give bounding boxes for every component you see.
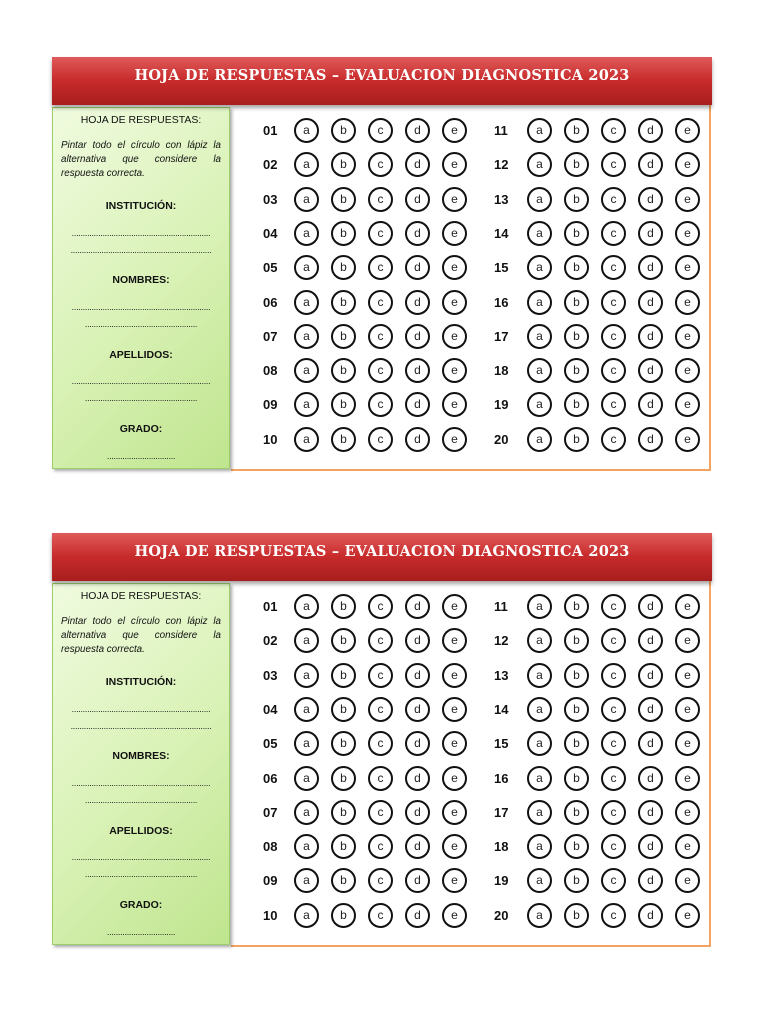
answer-bubble-a[interactable]: a bbox=[294, 697, 319, 722]
answer-bubble-e[interactable]: e bbox=[675, 255, 700, 280]
surnames-line-2[interactable]: ................................................... bbox=[84, 393, 198, 403]
answer-bubble-e[interactable]: e bbox=[675, 834, 700, 859]
answer-bubble-c[interactable]: c bbox=[368, 221, 393, 246]
answer-bubble-a[interactable]: a bbox=[527, 392, 552, 417]
answer-bubble-b[interactable]: b bbox=[331, 697, 356, 722]
answer-bubble-e[interactable]: e bbox=[442, 800, 467, 825]
answer-bubble-d[interactable]: d bbox=[405, 324, 430, 349]
answer-bubble-d[interactable]: d bbox=[405, 868, 430, 893]
answer-bubble-a[interactable]: a bbox=[294, 766, 319, 791]
answer-bubble-e[interactable]: e bbox=[442, 290, 467, 315]
answer-bubble-a[interactable]: a bbox=[527, 834, 552, 859]
answer-bubble-d[interactable]: d bbox=[638, 731, 663, 756]
answer-bubble-a[interactable]: a bbox=[527, 255, 552, 280]
question-number: 12 bbox=[494, 157, 509, 173]
answer-bubble-a[interactable]: a bbox=[527, 427, 552, 452]
question-number: 02 bbox=[263, 633, 278, 649]
grade-line[interactable]: ............................... bbox=[106, 927, 176, 937]
answer-bubble-a[interactable]: a bbox=[527, 903, 552, 928]
answer-bubble-b[interactable]: b bbox=[564, 628, 589, 653]
question-number: 09 bbox=[263, 873, 278, 889]
answer-bubble-a[interactable]: a bbox=[294, 663, 319, 688]
answer-bubble-e[interactable]: e bbox=[442, 358, 467, 383]
answer-bubble-e[interactable]: e bbox=[442, 834, 467, 859]
answer-bubble-c[interactable]: c bbox=[601, 697, 626, 722]
answer-bubble-d[interactable]: d bbox=[638, 427, 663, 452]
answer-bubble-c[interactable]: c bbox=[601, 152, 626, 177]
sheet-title: HOJA DE RESPUESTAS – EVALUACION DIAGNOSTICA 2023 bbox=[52, 57, 712, 105]
answer-bubble-c[interactable]: c bbox=[368, 628, 393, 653]
question-number: 15 bbox=[494, 736, 509, 752]
answer-bubble-e[interactable]: e bbox=[675, 731, 700, 756]
answer-bubble-e[interactable]: e bbox=[442, 324, 467, 349]
names-line-2[interactable]: ................................................... bbox=[84, 795, 198, 805]
answer-bubble-b[interactable]: b bbox=[564, 731, 589, 756]
answer-bubble-e[interactable]: e bbox=[675, 663, 700, 688]
answer-bubble-b[interactable]: b bbox=[331, 187, 356, 212]
panel-heading: HOJA DE RESPUESTAS: bbox=[80, 590, 202, 602]
answer-bubble-d[interactable]: d bbox=[638, 800, 663, 825]
answer-bubble-b[interactable]: b bbox=[564, 358, 589, 383]
answer-bubble-d[interactable]: d bbox=[405, 427, 430, 452]
answer-bubble-d[interactable]: d bbox=[638, 594, 663, 619]
instructions: Pintar todo el círculo con lápiz la alternativa que considere la respuesta correcta. bbox=[61, 616, 221, 655]
surnames-line-1[interactable]: ............................................................... bbox=[71, 852, 211, 862]
answer-bubble-b[interactable]: b bbox=[564, 187, 589, 212]
answer-bubble-e[interactable]: e bbox=[442, 152, 467, 177]
answer-bubble-e[interactable]: e bbox=[675, 324, 700, 349]
answer-bubble-d[interactable]: d bbox=[638, 392, 663, 417]
question-number: 14 bbox=[494, 701, 509, 717]
question-number: 07 bbox=[263, 328, 278, 344]
answer-bubble-d[interactable]: d bbox=[405, 187, 430, 212]
question-number: 20 bbox=[494, 907, 509, 923]
answer-bubble-e[interactable]: e bbox=[675, 903, 700, 928]
grade-label: GRADO: bbox=[119, 899, 163, 911]
answer-bubble-a[interactable]: a bbox=[527, 324, 552, 349]
answer-bubble-c[interactable]: c bbox=[601, 324, 626, 349]
answer-bubble-a[interactable]: a bbox=[527, 868, 552, 893]
answer-bubble-e[interactable]: e bbox=[675, 118, 700, 143]
answer-bubble-d[interactable]: d bbox=[638, 663, 663, 688]
answer-bubble-b[interactable]: b bbox=[331, 628, 356, 653]
answer-bubble-e[interactable]: e bbox=[442, 118, 467, 143]
answer-bubble-b[interactable]: b bbox=[331, 427, 356, 452]
answer-bubble-a[interactable]: a bbox=[527, 290, 552, 315]
answer-bubble-a[interactable]: a bbox=[527, 187, 552, 212]
question-number: 04 bbox=[263, 701, 278, 717]
answer-bubble-a[interactable]: a bbox=[294, 255, 319, 280]
answer-bubble-c[interactable]: c bbox=[368, 834, 393, 859]
answer-bubble-b[interactable]: b bbox=[331, 118, 356, 143]
answer-grid bbox=[231, 105, 711, 471]
question-number: 08 bbox=[263, 363, 278, 379]
question-number: 02 bbox=[263, 157, 278, 173]
institution-line-1[interactable]: ............................................................... bbox=[71, 704, 211, 714]
answer-bubble-c[interactable]: c bbox=[368, 594, 393, 619]
answer-bubble-e[interactable]: e bbox=[442, 392, 467, 417]
answer-bubble-e[interactable]: e bbox=[442, 663, 467, 688]
answer-bubble-e[interactable]: e bbox=[675, 152, 700, 177]
answer-bubble-c[interactable]: c bbox=[368, 903, 393, 928]
answer-bubble-b[interactable]: b bbox=[564, 800, 589, 825]
answer-bubble-a[interactable]: a bbox=[294, 427, 319, 452]
answer-bubble-d[interactable]: d bbox=[638, 868, 663, 893]
answer-bubble-b[interactable]: b bbox=[564, 868, 589, 893]
answer-bubble-b[interactable]: b bbox=[331, 221, 356, 246]
answer-bubble-a[interactable]: a bbox=[294, 628, 319, 653]
question-number: 14 bbox=[494, 225, 509, 241]
surnames-label: APELLIDOS: bbox=[109, 825, 173, 837]
answer-bubble-c[interactable]: c bbox=[601, 903, 626, 928]
names-label: NOMBRES: bbox=[112, 750, 170, 762]
answer-bubble-c[interactable]: c bbox=[368, 766, 393, 791]
answer-bubble-d[interactable]: d bbox=[405, 118, 430, 143]
answer-bubble-e[interactable]: e bbox=[675, 187, 700, 212]
answer-bubble-e[interactable]: e bbox=[675, 766, 700, 791]
question-number: 04 bbox=[263, 225, 278, 241]
answer-bubble-e[interactable]: e bbox=[675, 697, 700, 722]
answer-bubble-d[interactable]: d bbox=[638, 118, 663, 143]
answer-bubble-b[interactable]: b bbox=[331, 868, 356, 893]
student-info-panel bbox=[52, 107, 230, 469]
answer-bubble-d[interactable]: d bbox=[405, 766, 430, 791]
answer-bubble-b[interactable]: b bbox=[564, 663, 589, 688]
answer-bubble-d[interactable]: d bbox=[405, 290, 430, 315]
answer-bubble-a[interactable]: a bbox=[527, 731, 552, 756]
answer-bubble-b[interactable]: b bbox=[331, 290, 356, 315]
answer-bubble-d[interactable]: d bbox=[638, 290, 663, 315]
answer-bubble-d[interactable]: d bbox=[638, 358, 663, 383]
answer-bubble-a[interactable]: a bbox=[294, 731, 319, 756]
question-number: 17 bbox=[494, 328, 509, 344]
answer-bubble-c[interactable]: c bbox=[601, 187, 626, 212]
answer-bubble-c[interactable]: c bbox=[601, 628, 626, 653]
answer-bubble-a[interactable]: a bbox=[294, 187, 319, 212]
answer-bubble-b[interactable]: b bbox=[564, 903, 589, 928]
answer-bubble-c[interactable]: c bbox=[368, 868, 393, 893]
panel-heading: HOJA DE RESPUESTAS: bbox=[80, 114, 202, 126]
question-number: 01 bbox=[263, 123, 278, 138]
answer-bubble-b[interactable]: b bbox=[564, 594, 589, 619]
names-line-2[interactable]: ................................................... bbox=[84, 319, 198, 329]
question-number: 11 bbox=[494, 599, 508, 614]
answer-bubble-a[interactable]: a bbox=[527, 766, 552, 791]
answer-bubble-c[interactable]: c bbox=[368, 255, 393, 280]
answer-bubble-e[interactable]: e bbox=[675, 221, 700, 246]
answer-bubble-a[interactable]: a bbox=[294, 118, 319, 143]
answer-bubble-b[interactable]: b bbox=[564, 427, 589, 452]
names-line-1[interactable]: ............................................................... bbox=[71, 302, 211, 312]
question-number: 12 bbox=[494, 633, 509, 649]
answer-bubble-c[interactable]: c bbox=[601, 868, 626, 893]
answer-bubble-c[interactable]: c bbox=[368, 290, 393, 315]
question-number: 06 bbox=[263, 770, 278, 786]
answer-bubble-a[interactable]: a bbox=[294, 221, 319, 246]
answer-bubble-d[interactable]: d bbox=[405, 255, 430, 280]
institution-label: INSTITUCIÓN: bbox=[105, 200, 177, 212]
answer-sheet bbox=[52, 57, 712, 474]
answer-bubble-e[interactable]: e bbox=[442, 628, 467, 653]
answer-bubble-a[interactable]: a bbox=[294, 290, 319, 315]
answer-bubble-c[interactable]: c bbox=[601, 834, 626, 859]
question-number: 08 bbox=[263, 839, 278, 855]
answer-bubble-d[interactable]: d bbox=[638, 187, 663, 212]
question-number: 13 bbox=[494, 667, 509, 683]
answer-bubble-e[interactable]: e bbox=[442, 697, 467, 722]
answer-bubble-c[interactable]: c bbox=[601, 221, 626, 246]
answer-bubble-d[interactable]: d bbox=[405, 903, 430, 928]
answer-bubble-b[interactable]: b bbox=[564, 255, 589, 280]
answer-bubble-e[interactable]: e bbox=[675, 628, 700, 653]
question-number: 16 bbox=[494, 294, 509, 310]
question-number: 10 bbox=[263, 431, 278, 447]
answer-bubble-e[interactable]: e bbox=[442, 731, 467, 756]
question-number: 03 bbox=[263, 667, 278, 683]
answer-bubble-d[interactable]: d bbox=[405, 834, 430, 859]
answer-bubble-b[interactable]: b bbox=[331, 834, 356, 859]
answer-bubble-b[interactable]: b bbox=[564, 392, 589, 417]
question-number: 06 bbox=[263, 294, 278, 310]
answer-bubble-a[interactable]: a bbox=[527, 221, 552, 246]
answer-bubble-b[interactable]: b bbox=[331, 731, 356, 756]
answer-bubble-b[interactable]: b bbox=[331, 663, 356, 688]
answer-sheet bbox=[52, 533, 712, 950]
answer-bubble-b[interactable]: b bbox=[564, 324, 589, 349]
answer-bubble-e[interactable]: e bbox=[442, 903, 467, 928]
answer-bubble-d[interactable]: d bbox=[405, 392, 430, 417]
answer-bubble-e[interactable]: e bbox=[442, 187, 467, 212]
answer-bubble-a[interactable]: a bbox=[527, 800, 552, 825]
answer-bubble-a[interactable]: a bbox=[294, 594, 319, 619]
answer-bubble-e[interactable]: e bbox=[675, 290, 700, 315]
answer-bubble-c[interactable]: c bbox=[368, 697, 393, 722]
answer-bubble-c[interactable]: c bbox=[601, 594, 626, 619]
answer-bubble-d[interactable]: d bbox=[638, 834, 663, 859]
institution-label: INSTITUCIÓN: bbox=[105, 676, 177, 688]
institution-line-1[interactable]: ............................................................... bbox=[71, 228, 211, 238]
answer-bubble-e[interactable]: e bbox=[442, 594, 467, 619]
answer-bubble-d[interactable]: d bbox=[405, 800, 430, 825]
answer-bubble-e[interactable]: e bbox=[675, 868, 700, 893]
answer-bubble-c[interactable]: c bbox=[601, 731, 626, 756]
answer-bubble-c[interactable]: c bbox=[601, 255, 626, 280]
answer-bubble-e[interactable]: e bbox=[675, 800, 700, 825]
answer-bubble-c[interactable]: c bbox=[368, 324, 393, 349]
institution-line-2[interactable]: ................................................................ bbox=[70, 245, 212, 255]
answer-bubble-c[interactable]: c bbox=[601, 392, 626, 417]
answer-bubble-e[interactable]: e bbox=[442, 427, 467, 452]
answer-bubble-c[interactable]: c bbox=[368, 427, 393, 452]
question-number: 13 bbox=[494, 191, 509, 207]
answer-bubble-b[interactable]: b bbox=[331, 766, 356, 791]
answer-bubble-d[interactable]: d bbox=[405, 594, 430, 619]
answer-bubble-c[interactable]: c bbox=[368, 392, 393, 417]
answer-bubble-a[interactable]: a bbox=[294, 392, 319, 417]
answer-bubble-e[interactable]: e bbox=[442, 868, 467, 893]
answer-bubble-b[interactable]: b bbox=[564, 834, 589, 859]
question-number: 18 bbox=[494, 839, 509, 855]
answer-bubble-c[interactable]: c bbox=[601, 290, 626, 315]
answer-bubble-b[interactable]: b bbox=[331, 800, 356, 825]
names-line-1[interactable]: ............................................................... bbox=[71, 778, 211, 788]
answer-bubble-d[interactable]: d bbox=[405, 663, 430, 688]
question-number: 01 bbox=[263, 599, 278, 614]
answer-bubble-a[interactable]: a bbox=[527, 358, 552, 383]
answer-bubble-c[interactable]: c bbox=[601, 427, 626, 452]
answer-bubble-e[interactable]: e bbox=[442, 766, 467, 791]
grade-label: GRADO: bbox=[119, 423, 163, 435]
answer-bubble-d[interactable]: d bbox=[405, 358, 430, 383]
answer-bubble-c[interactable]: c bbox=[368, 731, 393, 756]
answer-bubble-b[interactable]: b bbox=[331, 903, 356, 928]
answer-bubble-a[interactable]: a bbox=[294, 834, 319, 859]
answer-bubble-b[interactable]: b bbox=[564, 290, 589, 315]
answer-bubble-d[interactable]: d bbox=[405, 731, 430, 756]
answer-bubble-b[interactable]: b bbox=[564, 697, 589, 722]
question-number: 20 bbox=[494, 431, 509, 447]
answer-bubble-c[interactable]: c bbox=[368, 187, 393, 212]
answer-bubble-e[interactable]: e bbox=[442, 221, 467, 246]
answer-bubble-b[interactable]: b bbox=[564, 766, 589, 791]
answer-bubble-b[interactable]: b bbox=[331, 392, 356, 417]
answer-bubble-c[interactable]: c bbox=[368, 663, 393, 688]
answer-bubble-d[interactable]: d bbox=[638, 628, 663, 653]
answer-bubble-c[interactable]: c bbox=[601, 800, 626, 825]
answer-bubble-d[interactable]: d bbox=[405, 628, 430, 653]
answer-bubble-b[interactable]: b bbox=[564, 118, 589, 143]
answer-bubble-c[interactable]: c bbox=[601, 766, 626, 791]
question-number: 19 bbox=[494, 873, 509, 889]
answer-bubble-b[interactable]: b bbox=[331, 358, 356, 383]
question-number: 05 bbox=[263, 736, 278, 752]
answer-bubble-e[interactable]: e bbox=[675, 392, 700, 417]
question-number: 17 bbox=[494, 804, 509, 820]
answer-bubble-a[interactable]: a bbox=[527, 663, 552, 688]
answer-bubble-d[interactable]: d bbox=[405, 221, 430, 246]
question-number: 11 bbox=[494, 123, 508, 138]
answer-bubble-c[interactable]: c bbox=[368, 152, 393, 177]
grade-line[interactable]: ............................... bbox=[106, 451, 176, 461]
answer-bubble-d[interactable]: d bbox=[405, 697, 430, 722]
question-number: 10 bbox=[263, 907, 278, 923]
answer-bubble-b[interactable]: b bbox=[331, 324, 356, 349]
answer-bubble-c[interactable]: c bbox=[368, 118, 393, 143]
answer-bubble-d[interactable]: d bbox=[638, 697, 663, 722]
instructions: Pintar todo el círculo con lápiz la alternativa que considere la respuesta correcta. bbox=[61, 140, 221, 179]
question-number: 16 bbox=[494, 770, 509, 786]
answer-bubble-c[interactable]: c bbox=[601, 663, 626, 688]
answer-bubble-d[interactable]: d bbox=[638, 221, 663, 246]
answer-bubble-e[interactable]: e bbox=[675, 427, 700, 452]
surnames-line-2[interactable]: ................................................... bbox=[84, 869, 198, 879]
answer-bubble-a[interactable]: a bbox=[294, 324, 319, 349]
answer-bubble-a[interactable]: a bbox=[294, 358, 319, 383]
answer-bubble-b[interactable]: b bbox=[331, 152, 356, 177]
answer-bubble-a[interactable]: a bbox=[527, 628, 552, 653]
answer-bubble-c[interactable]: c bbox=[601, 118, 626, 143]
answer-grid bbox=[231, 581, 711, 947]
answer-bubble-c[interactable]: c bbox=[601, 358, 626, 383]
answer-bubble-d[interactable]: d bbox=[638, 903, 663, 928]
student-info-panel bbox=[52, 583, 230, 945]
question-number: 03 bbox=[263, 191, 278, 207]
answer-bubble-e[interactable]: e bbox=[442, 255, 467, 280]
answer-bubble-b[interactable]: b bbox=[331, 255, 356, 280]
question-number: 05 bbox=[263, 260, 278, 276]
answer-bubble-c[interactable]: c bbox=[368, 358, 393, 383]
surnames-label: APELLIDOS: bbox=[109, 349, 173, 361]
answer-bubble-d[interactable]: d bbox=[638, 255, 663, 280]
answer-bubble-d[interactable]: d bbox=[638, 324, 663, 349]
question-number: 15 bbox=[494, 260, 509, 276]
sheet-title: HOJA DE RESPUESTAS – EVALUACION DIAGNOSTICA 2023 bbox=[52, 533, 712, 581]
surnames-line-1[interactable]: ............................................................... bbox=[71, 376, 211, 386]
answer-bubble-a[interactable]: a bbox=[527, 594, 552, 619]
question-number: 18 bbox=[494, 363, 509, 379]
answer-bubble-a[interactable]: a bbox=[527, 152, 552, 177]
answer-bubble-d[interactable]: d bbox=[638, 766, 663, 791]
answer-bubble-e[interactable]: e bbox=[675, 594, 700, 619]
answer-bubble-d[interactable]: d bbox=[638, 152, 663, 177]
question-number: 07 bbox=[263, 804, 278, 820]
answer-bubble-a[interactable]: a bbox=[527, 697, 552, 722]
answer-bubble-a[interactable]: a bbox=[527, 118, 552, 143]
names-label: NOMBRES: bbox=[112, 274, 170, 286]
question-number: 19 bbox=[494, 397, 509, 413]
question-number: 09 bbox=[263, 397, 278, 413]
institution-line-2[interactable]: ................................................................ bbox=[70, 721, 212, 731]
answer-bubble-d[interactable]: d bbox=[405, 152, 430, 177]
answer-bubble-b[interactable]: b bbox=[564, 221, 589, 246]
answer-bubble-e[interactable]: e bbox=[675, 358, 700, 383]
answer-bubble-a[interactable]: a bbox=[294, 903, 319, 928]
answer-bubble-a[interactable]: a bbox=[294, 800, 319, 825]
answer-bubble-b[interactable]: b bbox=[564, 152, 589, 177]
answer-bubble-a[interactable]: a bbox=[294, 868, 319, 893]
answer-bubble-a[interactable]: a bbox=[294, 152, 319, 177]
answer-bubble-b[interactable]: b bbox=[331, 594, 356, 619]
answer-bubble-c[interactable]: c bbox=[368, 800, 393, 825]
